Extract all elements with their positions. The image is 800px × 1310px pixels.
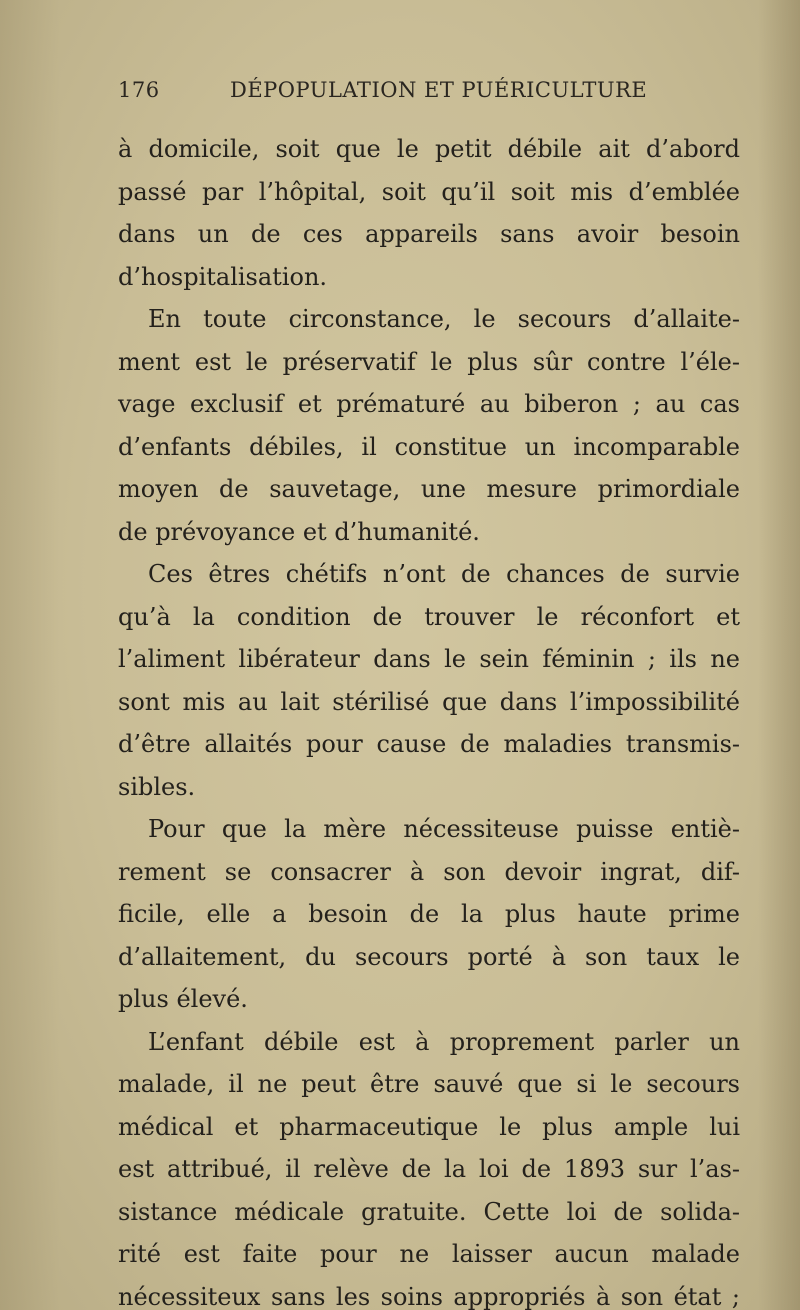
text-line: d’être allaités pour cause de maladies transmis- <box>118 730 740 758</box>
text-line: malade, il ne peut être sauvé que si le secours <box>118 1070 740 1098</box>
text-line: passé par l’hôpital, soit qu’il soit mis d’emblée <box>118 177 740 206</box>
text-line: L’enfant débile est à proprement parler un <box>148 1027 740 1056</box>
text-line: moyen de sauvetage, une mesure primordiale <box>118 475 740 503</box>
text-line: ficile, elle a besoin de la plus haute prime <box>118 900 740 928</box>
text-line: l’aliment libérateur dans le sein féminin ; ils ne <box>118 645 740 673</box>
running-title: DÉPOPULATION ET PUÉRICULTURE <box>230 78 648 102</box>
page-number: 176 <box>118 78 160 102</box>
text-line: qu’à la condition de trouver le réconfort et <box>118 602 740 631</box>
body-text <box>118 128 740 1310</box>
text-line: nécessiteux sans les soins appropriés à son état ; <box>118 1282 740 1310</box>
text-line: sistance médicale gratuite. Cette loi de solida- <box>118 1197 740 1226</box>
text-line: médical et pharmaceutique le plus ample lui <box>118 1112 740 1141</box>
text-line: Pour que la mère nécessiteuse puisse entiè- <box>148 815 740 843</box>
text-line: rement se consacrer à son devoir ingrat, dif- <box>118 857 740 886</box>
text-line: d’enfants débiles, il constitue un incomparable <box>118 432 740 461</box>
page-shadow-left <box>0 0 60 1310</box>
text-line: plus élevé. <box>118 985 248 1013</box>
text-line: de prévoyance et d’humanité. <box>118 517 480 546</box>
text-line: sibles. <box>118 772 196 801</box>
text-line: à domicile, soit que le petit débile ait d’abord <box>118 135 740 163</box>
text-line: ment est le préservatif le plus sûr contre l’éle- <box>118 347 740 376</box>
text-line: sont mis au lait stérilisé que dans l’impossibilité <box>118 687 740 716</box>
text-line: dans un de ces appareils sans avoir besoin <box>118 220 740 248</box>
text-line: est attribué, il relève de la loi de 1893 sur l’as- <box>118 1155 740 1183</box>
text-line: Ces êtres chétifs n’ont de chances de survie <box>148 560 740 588</box>
text-line: d’hospitalisation. <box>118 262 328 291</box>
text-line: rité est faite pour ne laisser aucun malade <box>118 1240 740 1268</box>
text-line: En toute circonstance, le secours d’allaite- <box>148 305 740 333</box>
text-line: d’allaitement, du secours porté à son taux le <box>118 942 740 971</box>
page-shadow-right <box>758 0 800 1310</box>
text-line: vage exclusif et prématuré au biberon ; au cas <box>118 390 740 418</box>
running-head <box>118 78 648 110</box>
